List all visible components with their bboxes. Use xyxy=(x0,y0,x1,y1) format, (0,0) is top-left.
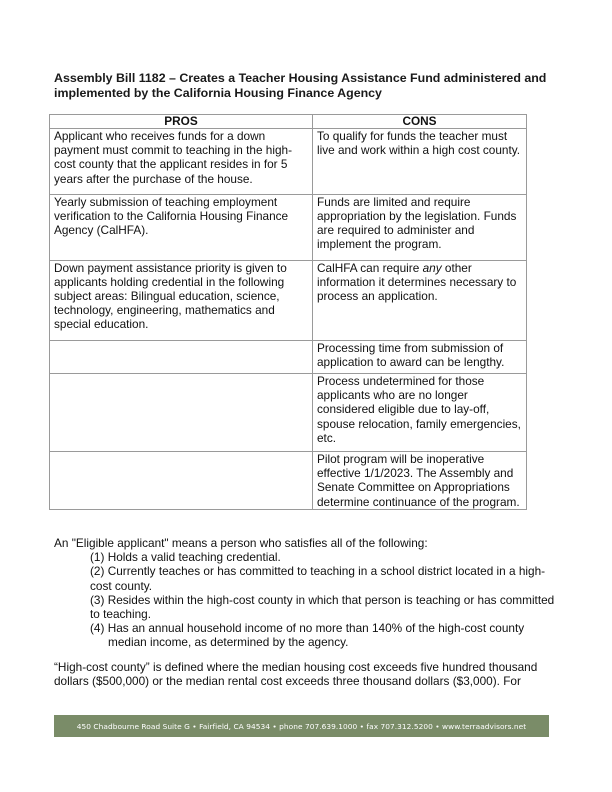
pros-header: PROS xyxy=(50,115,313,129)
table-row xyxy=(50,260,527,340)
con-text: other information it determines necessary to process an application. xyxy=(317,260,517,304)
pro-cell: Yearly submission of teaching employment verification to the California Housing Finance Agency (CalHFA). xyxy=(50,194,313,260)
con-cell xyxy=(313,260,527,340)
pro-cell xyxy=(50,340,313,373)
document-title: Assembly Bill 1182 – Creates a Teacher Housing Assistance Fund administered and implemented by the California Housing Finance Agency xyxy=(54,71,547,100)
pros-cons-table xyxy=(49,114,527,510)
con-cell: To qualify for funds the teacher must live and work within a high cost county. xyxy=(313,129,527,195)
con-emphasis: any xyxy=(422,260,442,275)
eligible-applicant-section xyxy=(54,536,564,650)
cons-header: CONS xyxy=(313,115,527,129)
eligible-item: (4) Has an annual household income of no more than 140% of the high-cost county median income, as determined by the agency. xyxy=(90,621,525,650)
table-header-row xyxy=(50,115,527,129)
table-row xyxy=(50,194,527,260)
table-row xyxy=(50,452,527,510)
table-row xyxy=(50,340,527,373)
eligible-item: (2) Currently teaches or has committed to teaching in a school district located in a high-cost county. xyxy=(90,564,546,593)
eligible-intro: An "Eligible applicant" means a person who satisfies all of the following: xyxy=(54,536,428,550)
footer-contact: 450 Chadbourne Road Suite G • Fairfield, CA 94534 • phone 707.639.1000 • fax 707.312.5200 • www.terraadvisors.net xyxy=(76,721,527,731)
eligible-item: (1) Holds a valid teaching credential. xyxy=(90,550,281,565)
table-row xyxy=(50,129,527,195)
con-cell: Process undetermined for those applicants who are no longer considered eligible due to lay-off, spouse relocation, family emergencies, etc. xyxy=(313,374,527,452)
pro-cell xyxy=(50,374,313,452)
pro-cell: Applicant who receives funds for a down payment must commit to teaching in the high-cost county that the applicant resides in for 5 years after the purchase of the house. xyxy=(50,129,313,195)
footer-bar xyxy=(54,715,549,737)
pro-cell: Down payment assistance priority is given to applicants holding credential in the following subject areas: Bilingual education, science, technology, engineering, mathematics and special education. xyxy=(50,260,313,340)
high-cost-definition: “High-cost county” is defined where the median housing cost exceeds five hundred thousand dollars ($500,000) or the median rental cost exceeds three thousand dollars ($3,000). For xyxy=(54,660,538,689)
con-cell: Processing time from submission of application to award can be lengthy. xyxy=(313,340,527,373)
table-row xyxy=(50,374,527,452)
con-text: CalHFA can require xyxy=(317,260,423,275)
con-cell: Funds are limited and require appropriation by the legislation. Funds are required to administer and implement the program. xyxy=(313,194,527,260)
con-cell: Pilot program will be inoperative effective 1/1/2023. The Assembly and Senate Committee on Appropriations determine continuance of the program. xyxy=(313,452,527,510)
eligible-item: (3) Resides within the high-cost county in which that person is teaching or has committed to teaching. xyxy=(90,592,555,622)
pro-cell xyxy=(50,452,313,510)
